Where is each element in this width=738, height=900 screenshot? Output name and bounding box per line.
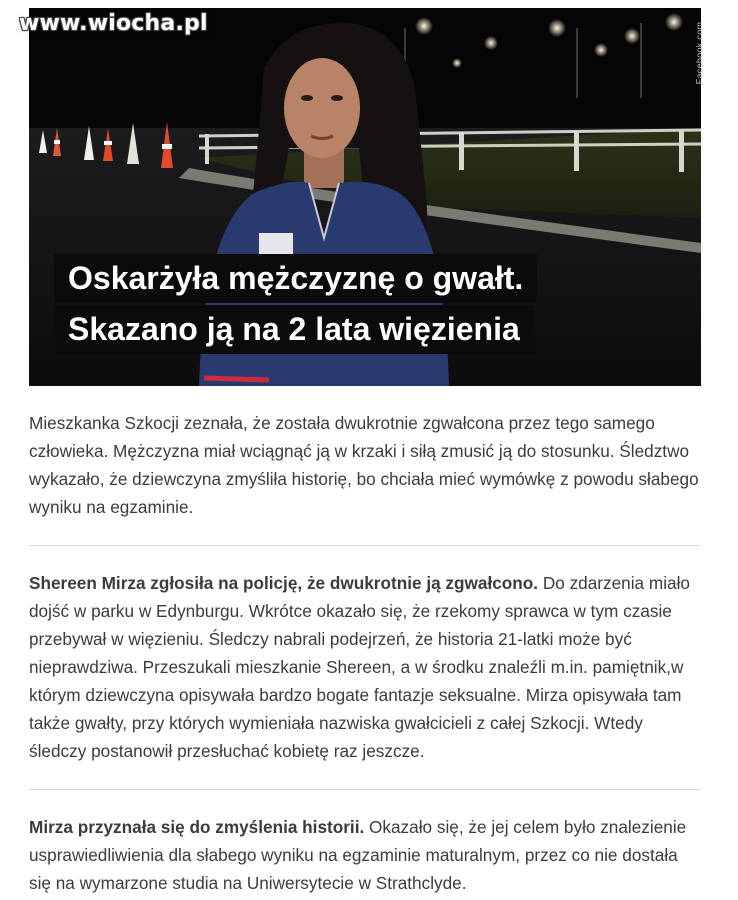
headline-line-1: Oskarżyła mężczyznę o gwałt. [54,254,537,303]
paragraph-3-body: Okazało się, że jej celem było znalezienie usprawiedliwienia dla słabego wyniku na egzaminie maturalnym, przez co nie dostała się na wymarzone studia na Uniwersytecie w Strathclyde. [29,817,687,893]
site-watermark: www.wiocha.pl [19,11,208,36]
headline [54,254,537,354]
hero-image [29,8,705,386]
article-paragraph-3 [29,813,701,897]
headline-line-2: Skazano ją na 2 lata więzienia [54,305,534,354]
article-paragraph-2 [29,569,701,765]
paragraph-3-lead: Mirza przyznała się do zmyślenia historii. [29,817,365,837]
paragraph-2-body: Do zdarzenia miało dojść w parku w Edynburgu. Wkrótce okazało się, że rzekomy sprawca w tym czasie przebywał w więzieniu. Śledczy nabrali podejrzeń, że historia 21-latki może być nieprawdziwa. Przeszukali mieszkanie Shereen, a w środku znaleźli m.in. pamiętnik,w którym dziewczyna opisywała bardzo bogate fantazje seksualne. Mirza opisywała tam także gwałty, przy których wymieniała nazwiska gwałcicieli z całej Szkocji. Wtedy śledczy postanowił przesłuchać kobietę raz jeszcze. [29,573,690,761]
photo-credit: Facebook.com [694,21,705,85]
paragraph-2-lead: Shereen Mirza zgłosiła na policję, że dwukrotnie ją zgwałcono. [29,573,539,593]
divider [29,789,701,790]
divider [29,545,701,546]
article-paragraph-1: Mieszkanka Szkocji zeznała, że została dwukrotnie zgwałcona przez tego samego człowieka. Mężczyzna miał wciągnąć ją w krzaki i siłą zmusić ją do stosunku. Śledztwo wykazało, że dziewczyna zmyśliła historię, bo chciała mieć wymówkę z powodu słabego wyniku na egzaminie. [29,413,699,517]
